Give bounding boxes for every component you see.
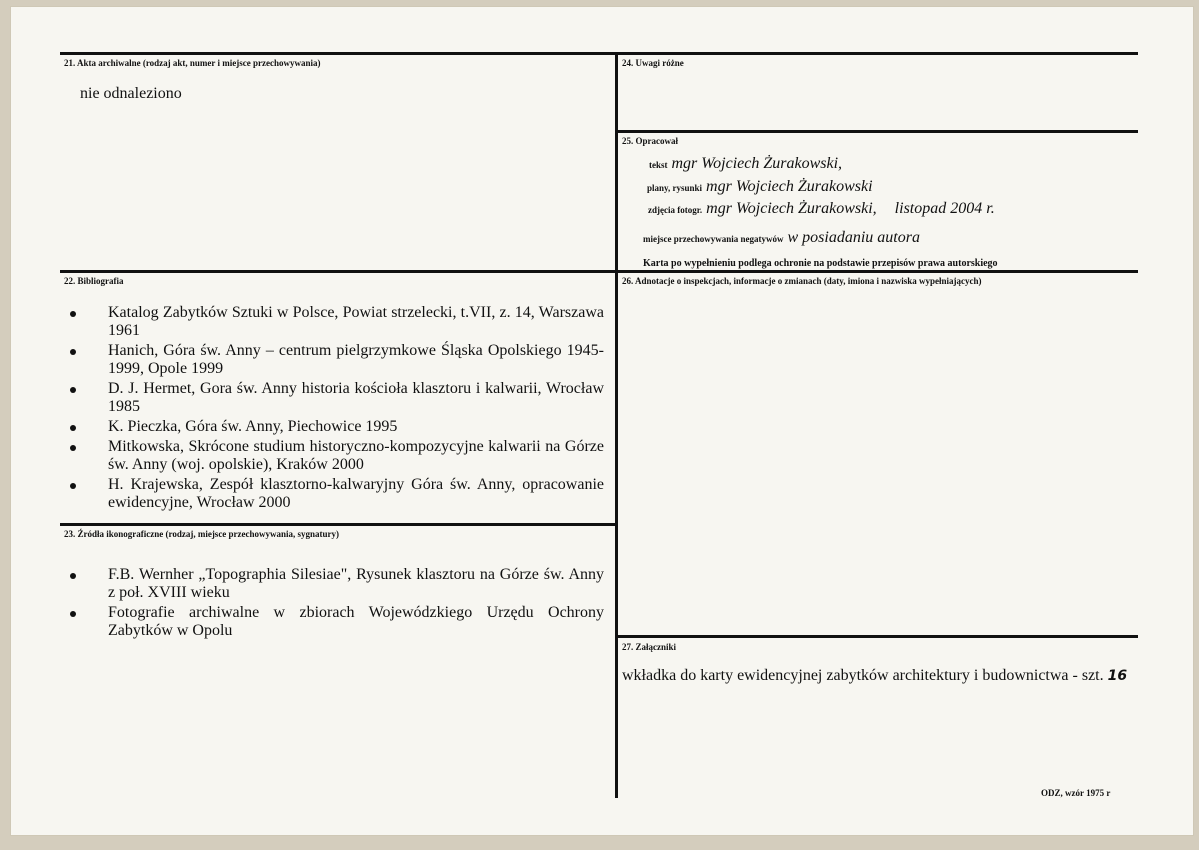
section-22-label: 22. Bibliografia — [64, 276, 124, 286]
bibliography-list — [66, 304, 604, 514]
bullet-icon — [70, 573, 76, 579]
bullet-icon — [70, 387, 76, 393]
rule-center — [615, 52, 618, 798]
list-item: Fotografie archiwalne w zbiorach Wojewódzkiego Urzędu Ochrony Zabytków w Opolu — [66, 604, 604, 640]
list-item: Hanich, Góra św. Anny – centrum pielgrzymkowe Śląska Opolskiego 1945-1999, Opole 1999 — [66, 342, 604, 378]
bullet-icon — [70, 445, 76, 451]
negatywy-label: miejsce przechowywania negatywów — [643, 234, 784, 244]
iconography-list — [66, 566, 604, 642]
rule-25-top — [617, 130, 1138, 133]
list-item: Katalog Zabytków Sztuki w Polsce, Powiat strzelecki, t.VII, z. 14, Warszawa 1961 — [66, 304, 604, 340]
section-21-text: nie odnaleziono — [80, 85, 182, 102]
form-version: ODZ, wzór 1975 r — [1041, 788, 1111, 798]
rule-23-top — [60, 523, 617, 526]
section-25-label: 25. Opracował — [622, 136, 678, 146]
rule-22-26-top — [60, 270, 1138, 273]
list-item: F.B. Wernher „Topographia Silesiae", Rysunek klasztoru na Górze św. Anny z poł. XVIII wieku — [66, 566, 604, 602]
negatywy-row — [643, 229, 920, 247]
tekst-value: mgr Wojciech Żurakowski, — [671, 155, 843, 172]
section-23-label: 23. Źródła ikonograficzne (rodzaj, miejsce przechowywania, sygnatury) — [64, 529, 340, 539]
attachments-row — [622, 667, 1127, 685]
list-item: Mitkowska, Skrócone studium historyczno-kompozycyjne kalwarii na Górze św. Anny (woj. opolskie), Kraków 2000 — [66, 438, 604, 474]
negatywy-value: w posiadaniu autora — [787, 229, 920, 246]
copyright-note: Karta po wypełnieniu podlega ochronie na podstawie przepisów prawa autorskiego — [643, 258, 998, 269]
bullet-icon — [70, 483, 76, 489]
plany-value: mgr Wojciech Żurakowski — [706, 178, 873, 195]
section-26-label: 26. Adnotacje o inspekcjach, informacje o zmianach (daty, imiona i nazwiska wypełniających) — [622, 276, 982, 286]
bullet-icon — [70, 349, 76, 355]
section-27-label: 27. Załączniki — [622, 642, 677, 652]
list-item: K. Pieczka, Góra św. Anny, Piechowice 1995 — [66, 418, 604, 436]
tekst-row — [649, 155, 842, 173]
bullet-icon — [70, 311, 76, 317]
bullet-icon — [70, 611, 76, 617]
section-21-label: 21. Akta archiwalne (rodzaj akt, numer i miejsce przechowywania) — [64, 58, 321, 68]
rule-27-top — [617, 635, 1138, 638]
date-value: listopad 2004 r. — [894, 200, 995, 217]
rule-top — [60, 52, 1138, 55]
plany-row — [647, 178, 873, 196]
zdjecia-row — [648, 200, 995, 218]
attachments-count: 16 — [1107, 668, 1128, 684]
plany-label: plany, rysunki — [647, 183, 703, 193]
zdjecia-label: zdjęcia fotogr. — [648, 205, 703, 215]
attachments-text: wkładka do karty ewidencyjnej zabytków architektury i budownictwa - szt. — [622, 667, 1104, 684]
list-item: D. J. Hermet, Gora św. Anny historia kościoła klasztoru i kalwarii, Wrocław 1985 — [66, 380, 604, 416]
list-item: H. Krajewska, Zespół klasztorno-kalwaryjny Góra św. Anny, opracowanie ewidencyjne, Wrocław 2000 — [66, 476, 604, 512]
tekst-label: tekst — [649, 160, 668, 170]
bullet-icon — [70, 425, 76, 431]
zdjecia-value: mgr Wojciech Żurakowski, — [706, 200, 877, 217]
section-24-label: 24. Uwagi różne — [622, 58, 684, 68]
